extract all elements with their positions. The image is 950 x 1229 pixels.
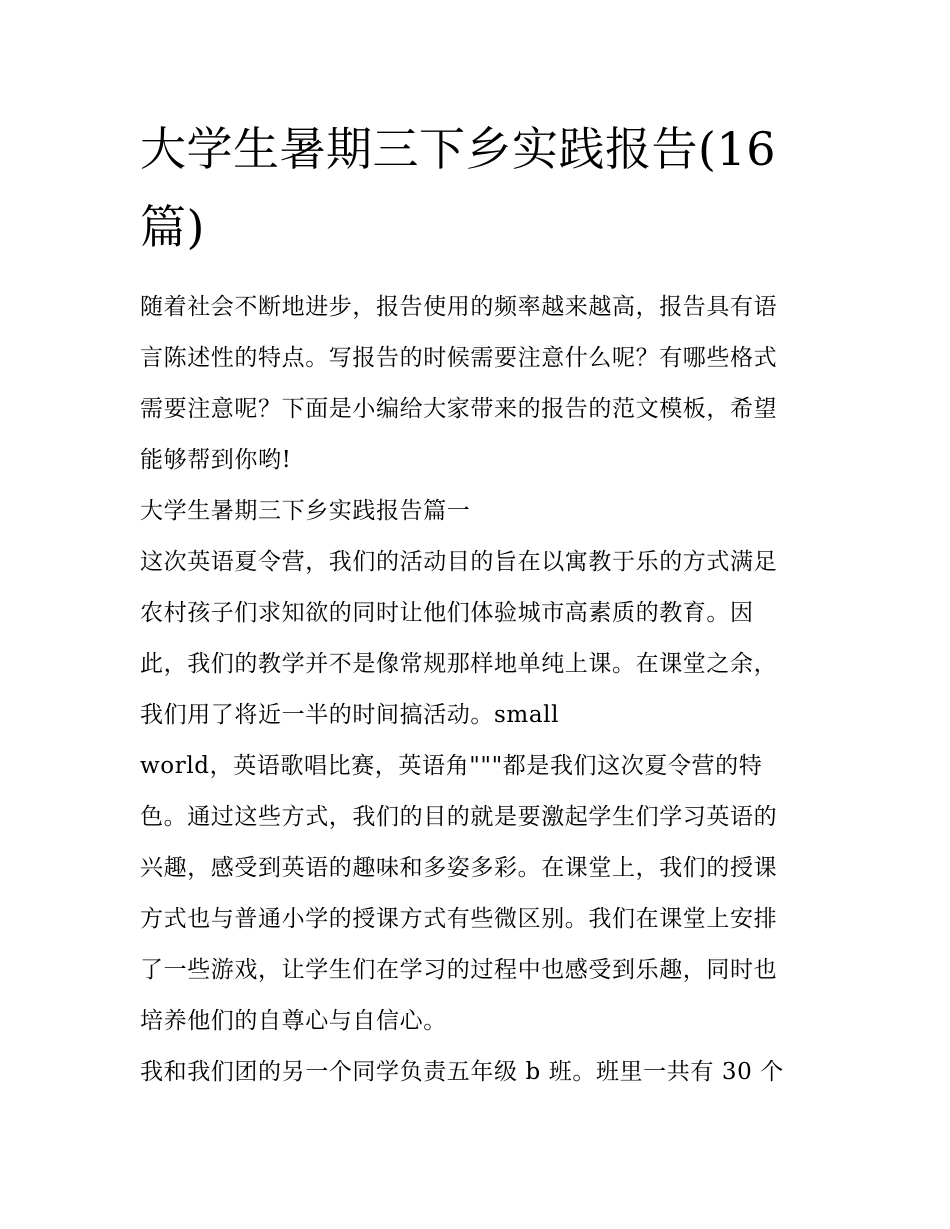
document-body (140, 282, 812, 1098)
body-line: 了一些游戏，让学生们在学习的过程中也感受到乐趣，同时也 (140, 957, 778, 983)
body-line: 培养他们的自尊心与自信心。 (140, 1008, 447, 1034)
body-line: 能够帮到你哟! (140, 447, 292, 473)
document-title (140, 110, 812, 266)
body-line: 这次英语夏令营，我们的活动目的旨在以寓教于乐的方式满足 (140, 549, 778, 575)
body-line: 我们用了将近一半的时间搞活动。small (140, 702, 560, 728)
title-line-2: 篇) (140, 200, 205, 254)
body-line: 需要注意呢？下面是小编给大家带来的报告的范文模板，希望 (140, 396, 778, 422)
body-line: 随着社会不断地进步，报告使用的频率越来越高，报告具有语 (140, 294, 778, 320)
body-line: 兴趣，感受到英语的趣味和多姿多彩。在课堂上，我们的授课 (140, 855, 778, 881)
document-content (140, 110, 812, 1098)
body-line: 我和我们团的另一个同学负责五年级 b 班。班里一共有 30 个 (140, 1059, 784, 1085)
body-line: 言陈述性的特点。写报告的时候需要注意什么呢？有哪些格式 (140, 345, 778, 371)
body-line: 农村孩子们求知欲的同时让他们体验城市高素质的教育。因 (140, 600, 754, 626)
body-line: world，英语歌唱比赛，英语角"""都是我们这次夏令营的特 (140, 753, 763, 779)
body-line: 色。通过这些方式，我们的目的就是要激起学生们学习英语的 (140, 804, 778, 830)
section-heading: 大学生暑期三下乡实践报告篇一 (140, 498, 471, 524)
body-line: 此，我们的教学并不是像常规那样地单纯上课。在课堂之余， (140, 651, 778, 677)
title-line-1: 大学生暑期三下乡实践报告(16 (140, 122, 776, 176)
body-line: 方式也与普通小学的授课方式有些微区别。我们在课堂上安排 (140, 906, 778, 932)
